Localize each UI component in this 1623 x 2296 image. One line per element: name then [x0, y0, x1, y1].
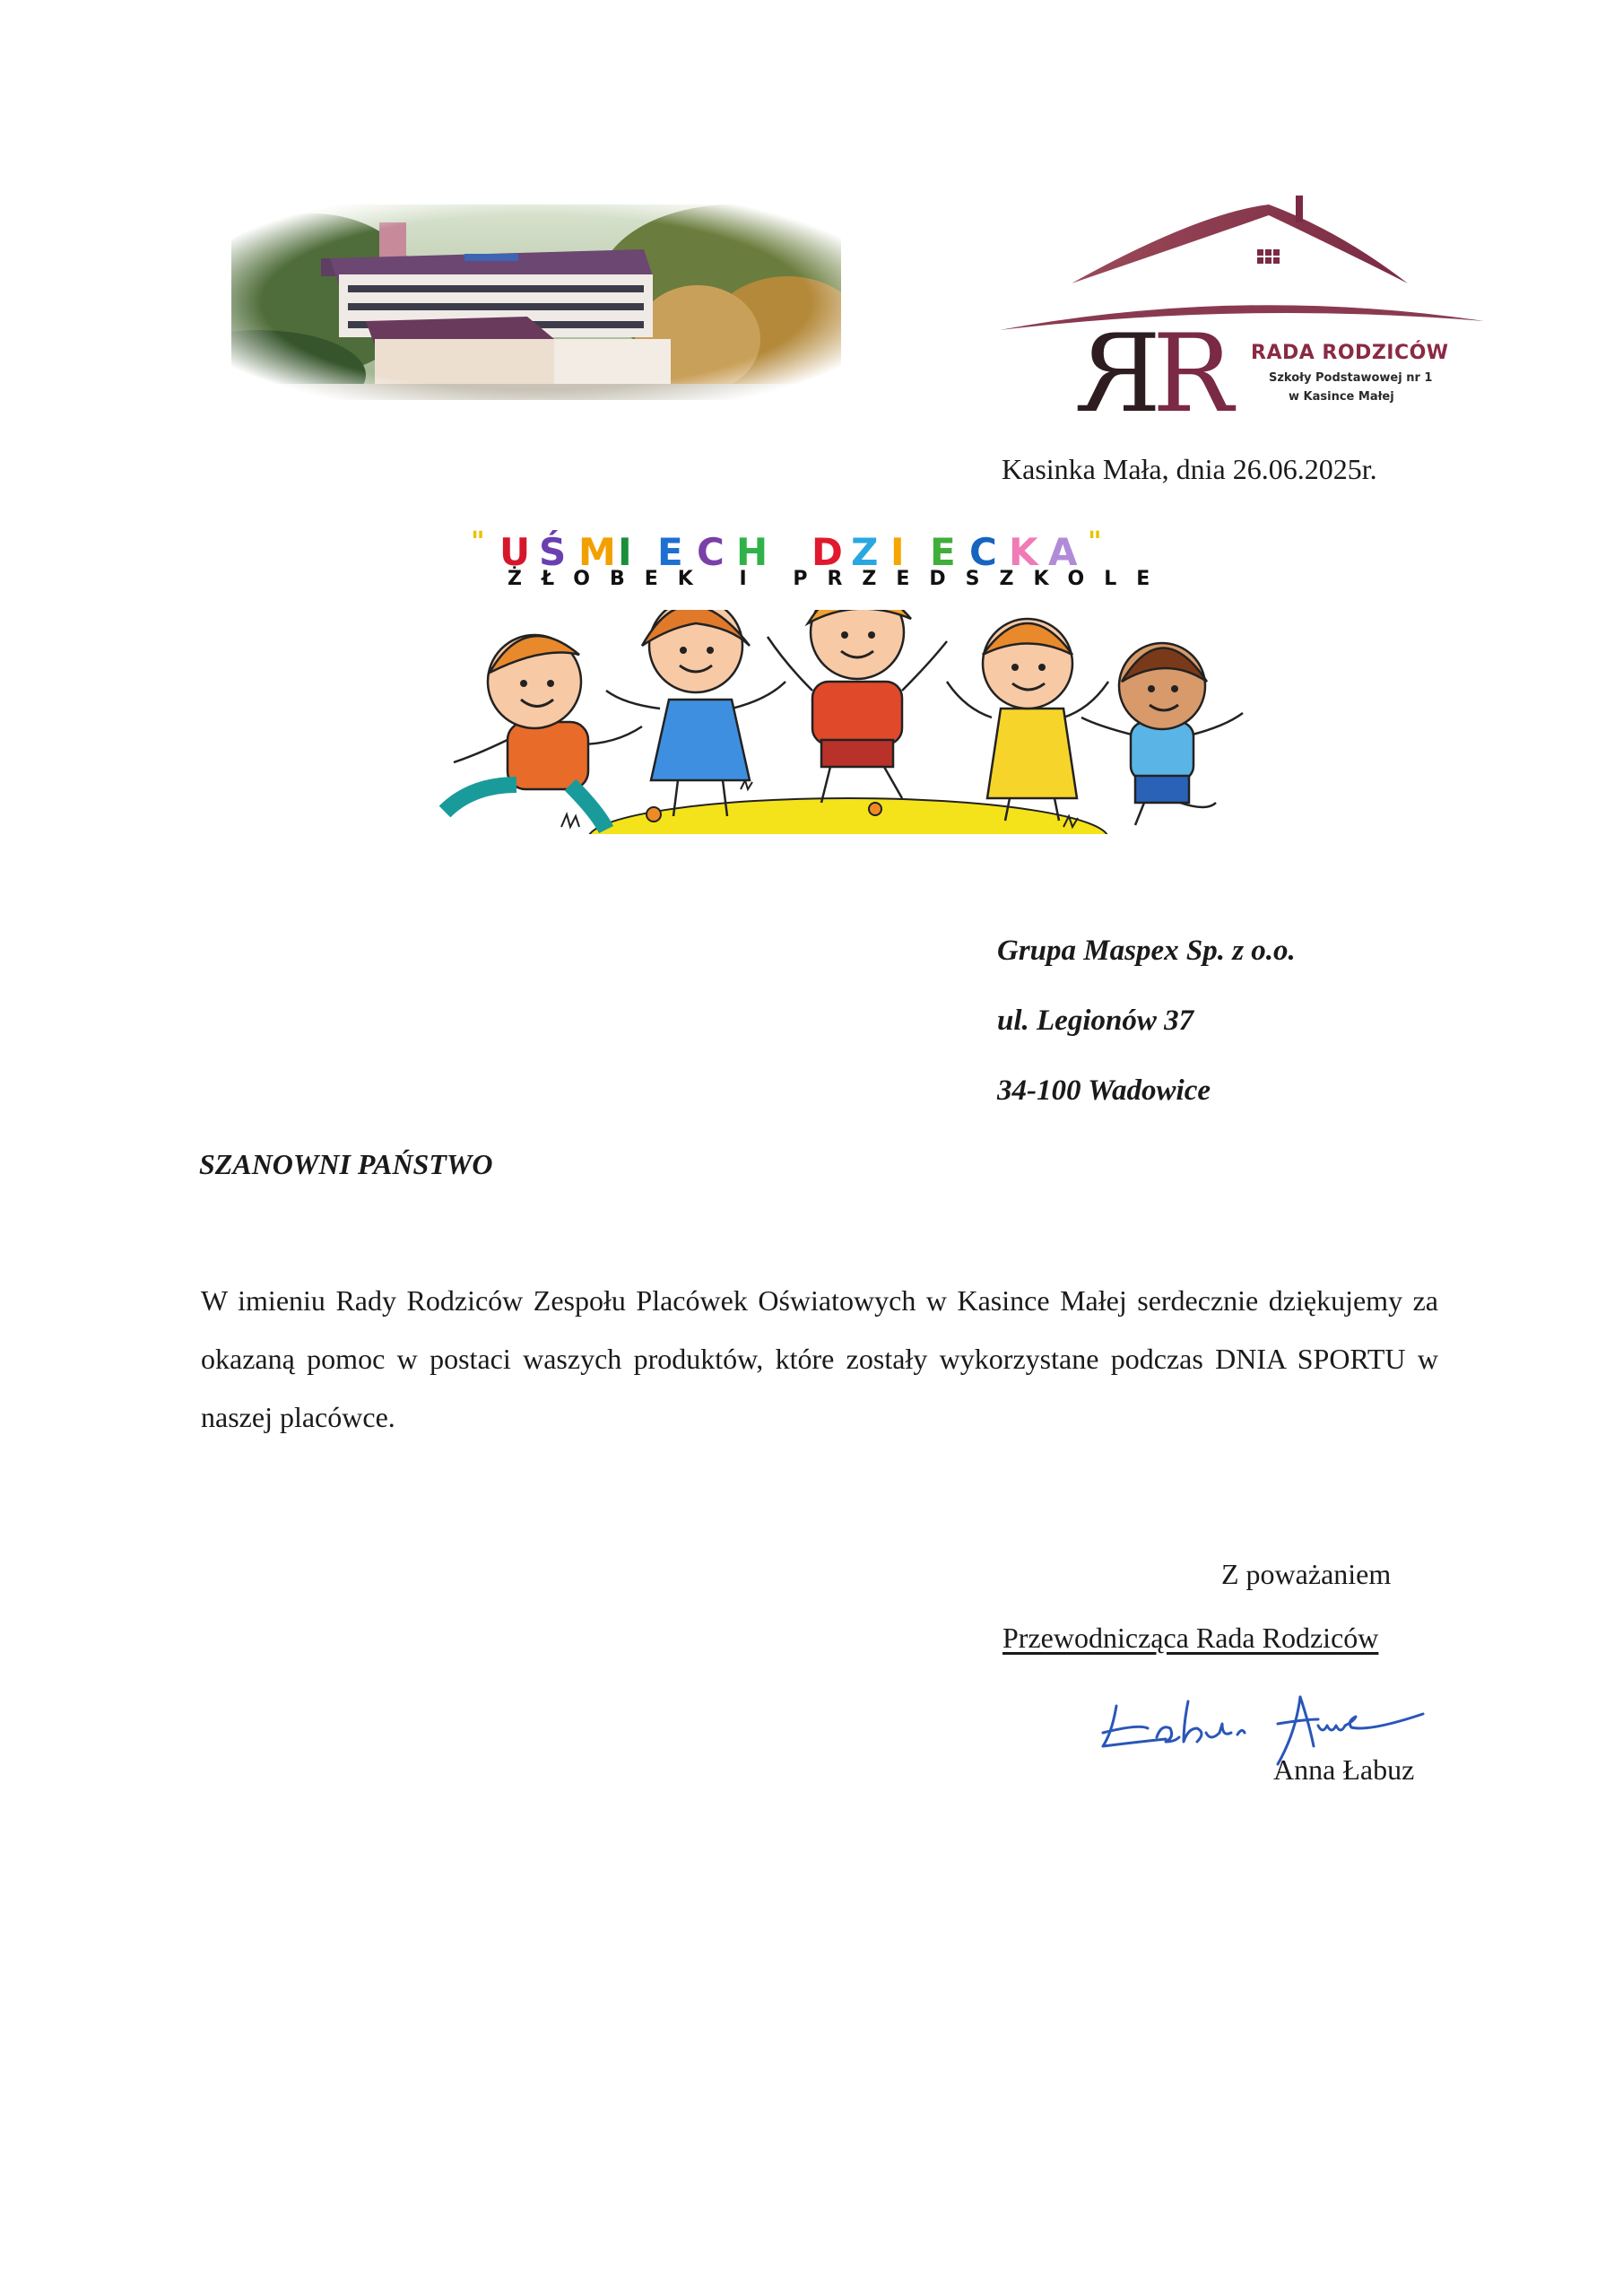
nursery-title-letter: M	[578, 530, 616, 574]
nursery-logo-title	[466, 520, 1184, 574]
house-roof-icon	[1000, 196, 1488, 429]
council-logo-title: RADA RODZICÓW	[1251, 342, 1449, 364]
nursery-title-letter: I	[890, 530, 905, 574]
recipient-city: 34-100 Wadowice	[997, 1074, 1211, 1107]
nursery-title-letter: E	[657, 530, 683, 574]
monogram-mirrored-r: R	[1080, 312, 1161, 429]
nursery-title-letter: C	[697, 530, 725, 574]
nursery-title-letter: C	[969, 530, 997, 574]
council-logo-subtitle-2: w Kasince Małej	[1289, 390, 1394, 404]
nursery-title-letter: U	[499, 530, 531, 574]
nursery-title-letter: K	[1009, 530, 1038, 574]
signer-role: Przewodnicząca Rada Rodziców	[1002, 1622, 1379, 1654]
monogram-r: R	[1152, 312, 1234, 429]
nursery-title-letter: E	[930, 530, 956, 574]
nursery-title-letter: "	[1088, 526, 1102, 558]
nursery-title-letter: Z	[851, 530, 879, 574]
nursery-title-letter: A	[1048, 530, 1078, 574]
nursery-title-letter: H	[736, 530, 768, 574]
nursery-logo-subtitle: ŻŁOBEK I PRZEDSZKOLE	[508, 568, 1170, 590]
salutation: SZANOWNI PAŃSTWO	[199, 1148, 493, 1180]
recipient-company: Grupa Maspex Sp. z o.o.	[997, 935, 1296, 967]
closing-regards: Z poważaniem	[1221, 1558, 1392, 1590]
school-building-photo	[231, 204, 841, 400]
signer-name: Anna Łabuz	[1273, 1753, 1415, 1786]
children-illustration	[400, 610, 1261, 834]
council-logo	[1000, 196, 1488, 429]
nursery-title-letter: D	[812, 530, 843, 574]
nursery-title-letter: Ś	[539, 530, 567, 574]
nursery-title-letter: "	[471, 526, 485, 558]
council-logo-subtitle-1: Szkoły Podstawowej nr 1	[1269, 371, 1433, 385]
nursery-title-letter: I	[618, 530, 632, 574]
date-line: Kasinka Mała, dnia 26.06.2025r.	[1002, 453, 1377, 485]
letter-body: W imieniu Rady Rodziców Zespołu Placówek Oświatowych w Kasince Małej serdecznie dziękujemy za okazaną pomoc w postaci waszych produktów, które zostały wykorzystane podczas DNIA SPORTU w naszej placówce.	[201, 1284, 1438, 1433]
recipient-street: ul. Legionów 37	[997, 1004, 1194, 1037]
